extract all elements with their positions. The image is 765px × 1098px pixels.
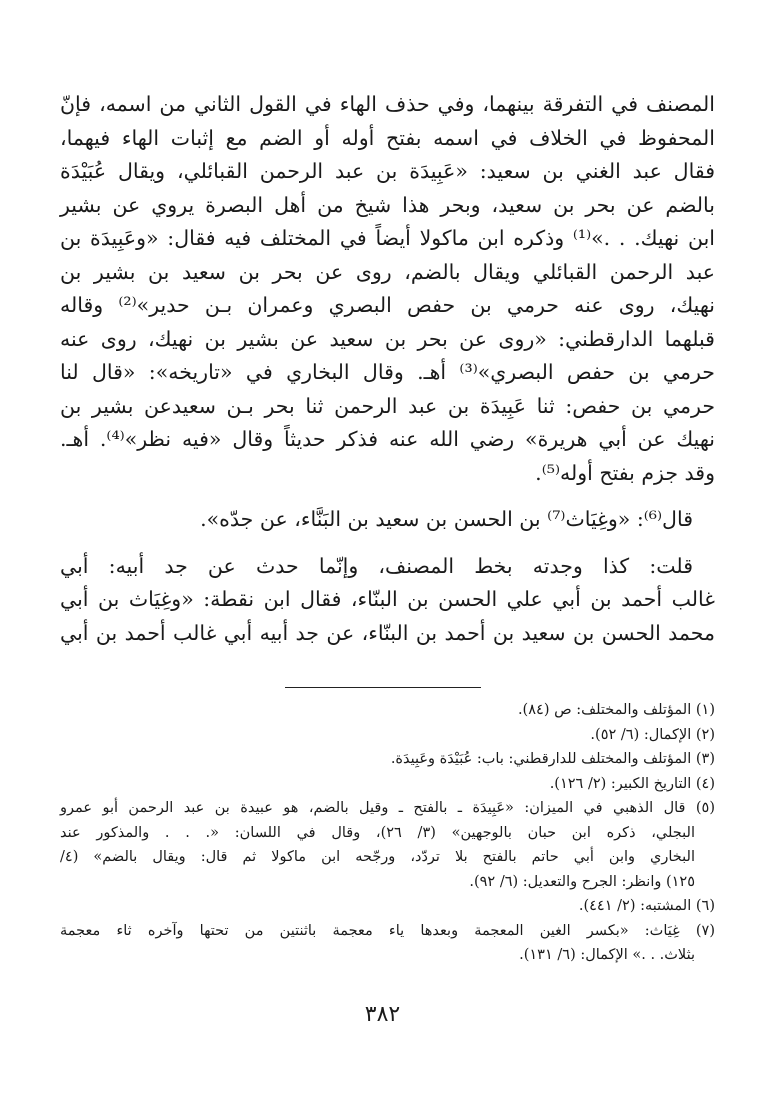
quoted-entry: قال⁽⁶⁾: «وغِيَاث⁽⁷⁾ بن الحسن بن سعيد بن البَنَّاء، عن جدّه». — [200, 507, 693, 531]
commentary-line: قلت: كذا وجدته بخط المصنف، وإنّما حدث عن جد أبيه: أبي — [60, 553, 693, 578]
footnote-continuation: بثلاث. . .» الإكمال: (٦/ ١٣١). — [519, 947, 695, 963]
text-line: وقد جزم بفتح أوله⁽⁵⁾. — [535, 460, 715, 485]
page-number: ٣٨٢ — [364, 1002, 401, 1027]
commentary-line: غالب أحمد بن أبي علي الحسن بن البنّاء، فقال ابن نقطة: «وغِيَاث بن أبي — [60, 587, 715, 611]
text-line: فقال عبد الغني بن سعيد: «عَبِيدَة بن عبد الرحمن القبائلي، ويقال عُبَيْدَة — [60, 159, 715, 183]
footnote: (٥) قال الذهبي في الميزان: «عَبِيدَة ـ بالفتح ـ وقيل بالضم، هو عبيدة بن عبد الرحمن أبو عمرو — [60, 800, 715, 816]
footnote-divider — [285, 687, 481, 688]
main-text — [60, 88, 715, 650]
footnote: (٦) المشتبه: (٢/ ٤٤١). — [578, 898, 715, 914]
footnote-continuation: البجلي، ذكره ابن حبان بالوجهين» (٣/ ٢٦)، وقال في اللسان: «. . . والمذكور عند — [60, 824, 695, 841]
footnote: (٢) الإكمال: (٦/ ٥٢). — [590, 726, 715, 743]
text-line: حرمي بن حفص البصري»⁽³⁾ أهـ. وقال البخاري في «تاريخه»: «قال لنا — [60, 360, 715, 384]
footnote: (١) المؤتلف والمختلف: ص (٨٤). — [517, 702, 715, 718]
footnote: (٣) المؤتلف والمختلف للدارقطني: باب: عُبَيْدَة وعَبِيدَة. — [390, 751, 715, 767]
commentary-line: محمد الحسن بن سعيد بن أحمد بن البنّاء، عن جد أبيه أبي غالب أحمد بن أبي — [60, 620, 715, 645]
text-line: حرمي بن حفص: ثنا عَبِيدَة بن عبد الرحمن ثنا بحر بـن سعيدعن بشير بن — [60, 393, 715, 418]
text-line: المحفوظ في الخلاف في اسمه بفتح أوله أو الضم مع إثبات الهاء فيهما، — [60, 125, 715, 150]
footnote: (٧) غِيَاث: «بكسر الغين المعجمة وبعدها ياء معجمة باثنتين من تحتها وآخره ثاء معجمة — [60, 922, 715, 939]
footnote: (٤) التاريخ الكبير: (٢/ ١٢٦). — [549, 775, 715, 792]
text-line: نهيك، روى عنه حرمي بن حفص البصري وعمران بـن حدير»⁽²⁾ وقاله — [60, 293, 716, 317]
footnote-continuation: ١٢٥) وانظر: الجرح والتعديل: (٦/ ٩٢). — [469, 873, 695, 890]
text-line: عبد الرحمن القبائلي ويقال بالضم، روى عن بحر بن سعيد بن بشير بن — [60, 259, 715, 284]
footnotes — [60, 698, 715, 968]
text-line: ابن نهيك. . .»⁽¹⁾ وذكره ابن ماكولا أيضاً في المختلف فيه فقال: «وعَبِيدَة بن — [60, 226, 715, 250]
text-line: بالضم عن بحر بن سعيد، وبحر هذا شيخ من أهل البصرة يروي عن بشير — [60, 192, 715, 217]
text-line: نهيك عن أبي هريرة» رضي الله عنه فذكر حديثاً وقال «فيه نظر»⁽⁴⁾. أهـ. — [60, 427, 715, 451]
text-line: قبلهما الدارقطني: «روى عن بحر بن سعيد عن بشير بن نهيك، روى عنه — [60, 326, 715, 351]
footnote-continuation: البخاري وابن أبي حاتم بالفتح بلا تردّد، ورجّحه ابن ماكولا ثم قال: ويقال بالضم» (٤/ — [60, 849, 695, 865]
text-line: المصنف في التفرقة بينهما، وفي حذف الهاء في القول الثاني من اسمه، فإنّ — [60, 92, 715, 116]
